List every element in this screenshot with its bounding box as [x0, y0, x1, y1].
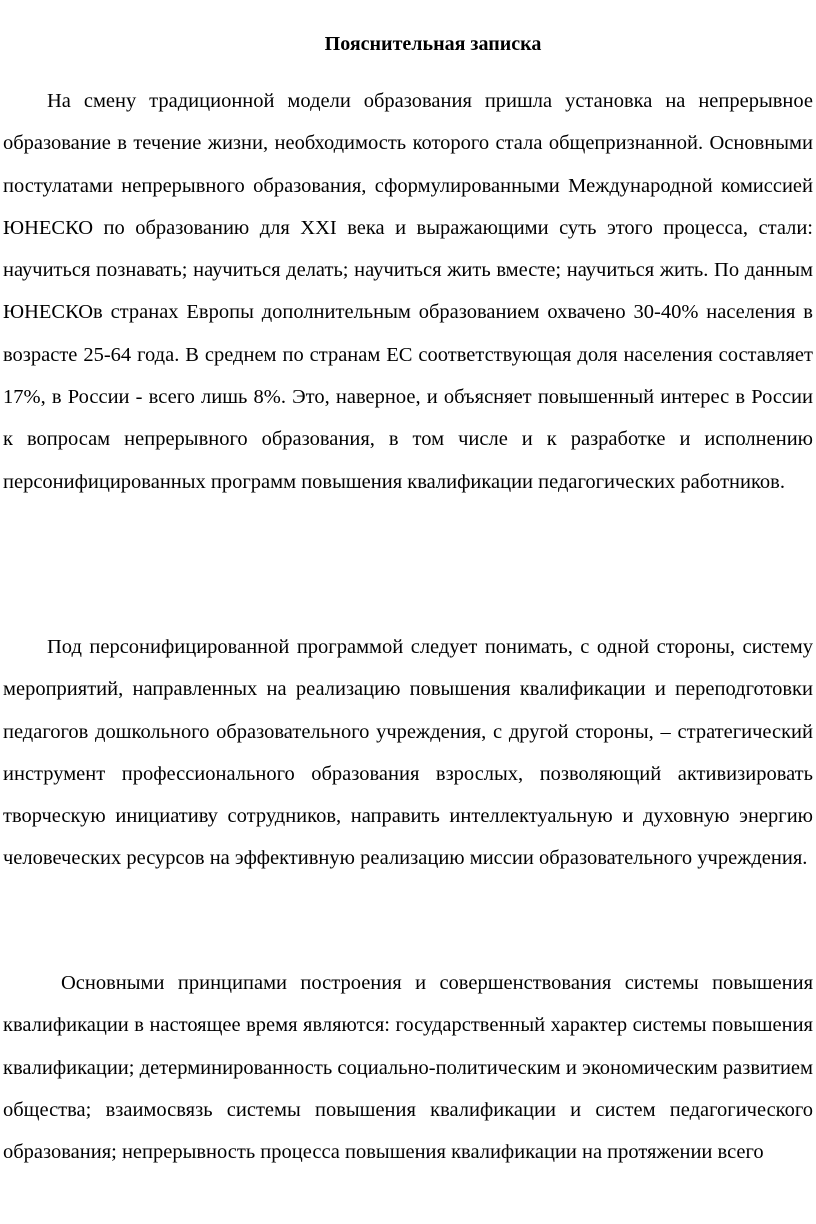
paragraph-3: Основными принципами построения и совершенствования системы повышения квалификации в настоящее время являются: государственный характер системы повышения квалификации; детерминированность социально-политическим и экономическим развитием общества; взаимосвязь системы повышения квалификации и систем педагогического образования; непрерывность процесса повышения квалификации на протяжении всего: [3, 972, 813, 1164]
paragraph-1: На смену традиционной модели образования пришла установка на непрерывное образование в течение жизни, необходимость которого стала общепризнанной. Основными постулатами непрерывного образования, сформулированными Международной комиссией ЮНЕСКО по образованию для XXI века и выражающими суть этого процесса, стали: научиться познавать; научиться делать; научиться жить вместе; научиться жить. По данным ЮНЕСКОв странах Европы дополнительным образованием охвачено 30-40% населения в возрасте 25-64 года. В среднем по странам ЕС соответствующая доля населения составляет 17%, в России - всего лишь 8%. Это, наверное, и объясняет повышенный интерес в России к вопросам непрерывного образования, в том числе и к разработке и исполнению персонифицированных программ повышения квалификации педагогических работников.: [3, 90, 813, 493]
page-title: Пояснительная записка: [324, 33, 542, 55]
paragraph-2: Под персонифицированной программой следует понимать, с одной стороны, систему мероприятий, направленных на реализацию повышения квалификации и переподготовки педагогов дошкольного образовательного учреждения, с другой стороны, – стратегический инструмент профессионального образования взрослых, позволяющий активизировать творческую инициативу сотрудников, направить интеллектуальную и духовную энергию человеческих ресурсов на эффективную реализацию миссии образовательного учреждения.: [3, 636, 813, 870]
